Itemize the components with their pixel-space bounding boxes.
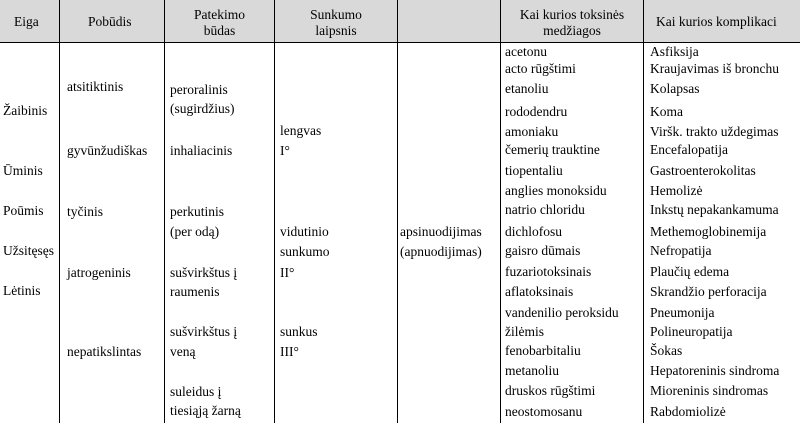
complication: Polineuropatija [650,324,733,339]
column-divider [500,0,501,423]
patekimo-item: peroralinis [170,82,228,97]
column-divider [164,0,165,423]
patekimo-item: inhaliacinis [170,143,233,158]
sunkumo-item: sunkus [280,324,318,339]
column-divider [274,0,275,423]
column-divider [59,0,60,423]
patekimo-item: raumenis [170,284,220,299]
header-bottom-border [0,42,800,43]
complication: Plaučių edema [650,264,730,279]
toxic-substance: žilėmis [505,324,544,339]
sunkumo-item: vidutinio [280,224,329,239]
header-cell-empty [398,0,500,42]
patekimo-item: (per odą) [170,224,220,239]
complication: Viršk. trakto uždegimas [650,124,779,139]
toxic-substance: aflatoksinais [505,284,574,299]
patekimo-item: perkutinis [170,204,224,219]
complication: Šokas [650,343,683,358]
toxic-substance: neostomosanu [505,404,583,419]
toxic-substance: amoniaku [505,124,559,139]
sunkumo-item: lengvas [280,123,322,138]
pobudis-item: nepatikslintas [67,344,142,359]
toxic-substance: anglies monoksidu [505,183,607,198]
complication: Methemoglobinemija [650,224,767,239]
toxic-substance: tiopentaliu [505,163,563,178]
complication: Inkstų nepakankamuma [650,202,779,217]
toxic-substance: čemerių trauktine [505,142,600,157]
toxic-substance: etanoliu [505,81,549,96]
header-eiga: Eiga [14,14,39,29]
complication: Encefalopatija [650,142,728,157]
header-patekimo-line1: Patekimo [194,7,245,22]
pobudis-item: tyčinis [67,204,103,219]
header-toksines-line1: Kai kurios toksinės [519,7,625,22]
header-patekimo-line2: būdas [203,23,236,38]
toxic-substance: natrio chloridu [505,202,585,217]
sunkumo-item: III° [280,344,299,359]
patekimo-item: (sugirdžius) [170,101,235,116]
toxic-substance: gaisro dūmais [505,243,581,258]
toxic-substance: druskos rūgštimi [505,383,596,398]
header-sunkumo-line1: Sunkumo [310,7,362,22]
complication: Kraujavimas iš bronchu [650,61,779,76]
apsinuodijimas-label: (apnuodijimas) [400,244,482,259]
complication: Gastroenterokolitas [650,163,756,178]
patekimo-item: sušvirkštus į [170,265,238,280]
complication: Koma [650,104,683,119]
toxic-substance: vandenilio peroksidu [505,305,619,320]
sunkumo-item: II° [280,265,295,280]
patekimo-item: tiesiąją žarną [170,403,241,418]
eiga-item: Ūminis [3,163,43,178]
eiga-item: Žaibinis [3,103,48,118]
pobudis-item: gyvūnžudiškas [67,143,148,158]
complication: Nefropatija [650,243,712,258]
toxic-substance: metanoliu [505,363,559,378]
sunkumo-item: I° [280,143,290,158]
header-pobudis: Pobūdis [88,14,132,29]
toxic-substance: fuzariotoksinais [505,264,592,279]
toxic-substance: rododendru [505,104,568,119]
header-toksines-line2: medžiagos [543,23,601,38]
header-sunkumo-line2: laipsnis [315,23,357,38]
patekimo-item: suleidus į [170,384,222,399]
sunkumo-item: sunkumo [280,244,330,259]
complication: Asfiksija [650,44,699,59]
eiga-item: Lėtinis [3,283,41,298]
patekimo-item: veną [170,344,196,359]
toxic-substance: dichlofosu [505,224,562,239]
apsinuodijimas-label: apsinuodijimas [400,224,482,239]
patekimo-item: sušvirkštus į [170,324,238,339]
complication: Hepatoreninis sindroma [650,363,780,378]
complication: Mioreninis sindromas [650,383,769,398]
column-divider [643,0,644,423]
eiga-item: Poūmis [3,203,44,218]
eiga-item: Užsitęsęs [3,243,54,258]
pobudis-item: atsitiktinis [67,79,124,94]
complication: Rabdomiolizė [650,404,726,419]
toxic-substance: acto rūgštimi [505,61,576,76]
complication: Pneumonija [650,305,715,320]
complication: Hemolizė [650,183,703,198]
pobudis-item: jatrogeninis [67,265,131,280]
toxic-substance: acetonu [505,44,547,59]
column-divider [397,0,398,423]
toxic-substance: fenobarbitaliu [505,343,581,358]
complication: Skrandžio perforacija [650,284,767,299]
header-komplikacijos: Kai kurios komplikaci [656,14,777,29]
complication: Kolapsas [650,81,700,96]
